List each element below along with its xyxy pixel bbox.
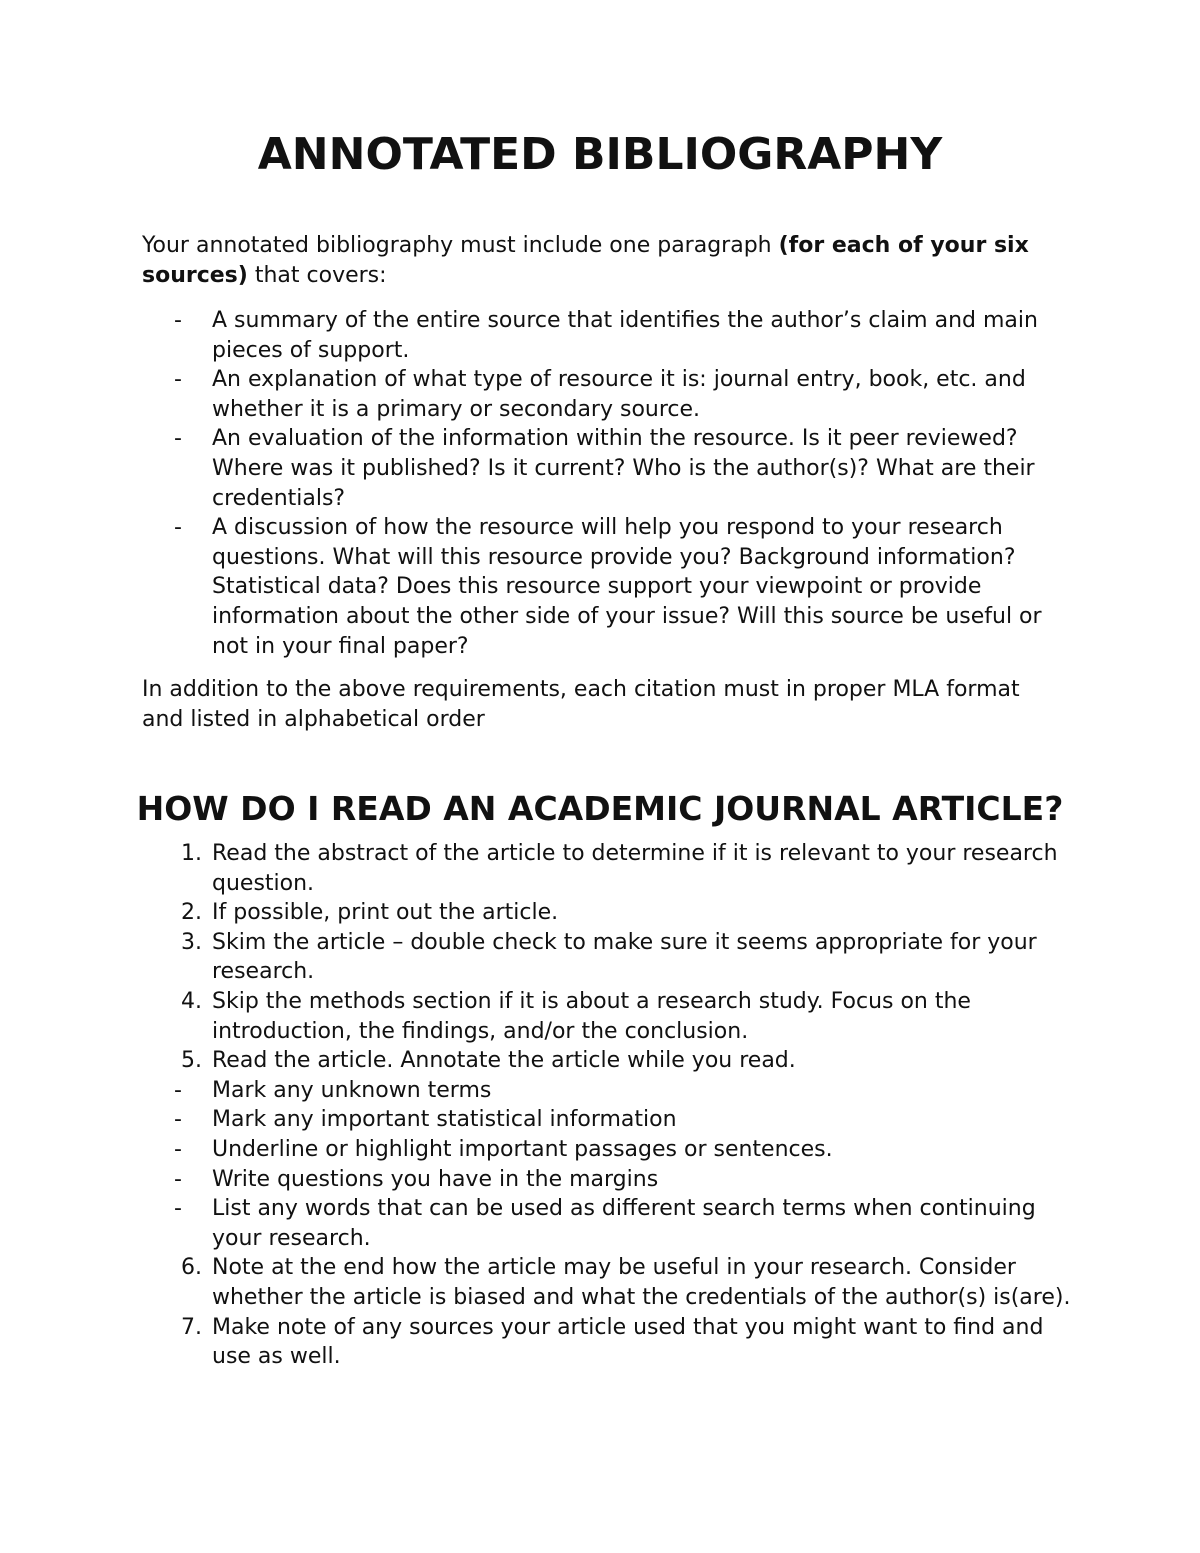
dash-bullet: -	[174, 367, 182, 393]
list-item	[142, 898, 1072, 928]
requirement-text: An explanation of what type of resource it is: journal entry, book, etc. and whether it is a primary or secondary source.	[212, 367, 1026, 422]
list-item	[142, 424, 1072, 513]
requirement-text: A discussion of how the resource will help you respond to your research questions. What will this resource provide you? Background information? Statistical data? Does this resource support your viewpoint or provide information about the other side of your issue? Will this source be useful or not in your final paper?	[212, 515, 1042, 659]
step-number: 2.	[181, 900, 202, 926]
step-number: 6.	[181, 1255, 202, 1281]
dash-bullet: -	[174, 426, 182, 452]
requirement-text: An evaluation of the information within the resource. Is it peer reviewed? Where was it published? Is it current? Who is the author(s)? What are their credentials?	[212, 426, 1035, 511]
dash-bullet: -	[174, 1077, 182, 1103]
list-item	[142, 1165, 1072, 1195]
list-item	[142, 1076, 1072, 1106]
closing-paragraph: In addition to the above requirements, each citation must in proper MLA format and listed in alphabetical order	[142, 677, 1020, 732]
requirement-text: A summary of the entire source that identifies the author’s claim and main pieces of support.	[212, 308, 1038, 363]
intro-paragraph	[142, 231, 1062, 290]
step-text: Read the article. Annotate the article while you read.	[212, 1048, 796, 1074]
dash-bullet: -	[174, 1166, 182, 1192]
step-text: Make note of any sources your article used that you might want to find and use as well.	[212, 1314, 1044, 1370]
step-text: Mark any unknown terms	[212, 1077, 492, 1103]
list-item	[142, 365, 1072, 424]
list-item	[142, 1105, 1072, 1135]
step-text: Skip the methods section if it is about a research study. Focus on the introduction, the findings, and/or the conclusion.	[212, 988, 971, 1044]
dash-bullet: -	[174, 515, 182, 541]
dash-bullet: -	[174, 1196, 182, 1222]
intro-text-before: Your annotated bibliography must include one paragraph	[142, 233, 779, 258]
dash-bullet: -	[174, 1107, 182, 1133]
step-text: Read the abstract of the article to determine if it is relevant to your research question.	[212, 841, 1058, 896]
intro-text-after: that covers:	[247, 262, 387, 288]
step-text: Mark any important statistical information	[212, 1107, 677, 1133]
step-text: Write questions you have in the margins	[212, 1166, 659, 1192]
page-title: ANNOTATED BIBLIOGRAPHY	[257, 129, 943, 180]
list-item	[142, 987, 1072, 1046]
step-text: Skim the article – double check to make sure it seems appropriate for your research.	[212, 929, 1037, 985]
step-text: List any words that can be used as different search terms when continuing your research.	[212, 1196, 1036, 1251]
step-number: 7.	[181, 1314, 202, 1340]
step-number: 4.	[181, 988, 202, 1014]
list-item	[142, 1313, 1072, 1372]
list-item	[142, 513, 1072, 661]
list-item	[142, 1046, 1072, 1076]
section-title: HOW DO I READ AN ACADEMIC JOURNAL ARTICLE?	[136, 789, 1064, 828]
step-number: 5.	[181, 1048, 202, 1074]
step-text: Note at the end how the article may be useful in your research. Consider whether the article is biased and what the credentials of the author(s) is(are).	[212, 1255, 1071, 1310]
intro-bold-text: (for each of your six sources)	[142, 233, 1029, 288]
step-text: If possible, print out the article.	[212, 900, 559, 926]
dash-bullet: -	[174, 1136, 182, 1162]
list-item	[142, 306, 1072, 365]
list-item	[142, 1194, 1072, 1253]
requirements-list	[142, 306, 1072, 661]
step-number: 1.	[181, 841, 202, 866]
steps-list	[142, 839, 1072, 1372]
list-item	[142, 1253, 1072, 1312]
list-item	[142, 839, 1072, 898]
list-item	[142, 928, 1072, 987]
dash-bullet: -	[174, 308, 182, 333]
step-text: Underline or highlight important passages or sentences.	[212, 1136, 833, 1162]
step-number: 3.	[181, 929, 202, 955]
list-item	[142, 1135, 1072, 1165]
